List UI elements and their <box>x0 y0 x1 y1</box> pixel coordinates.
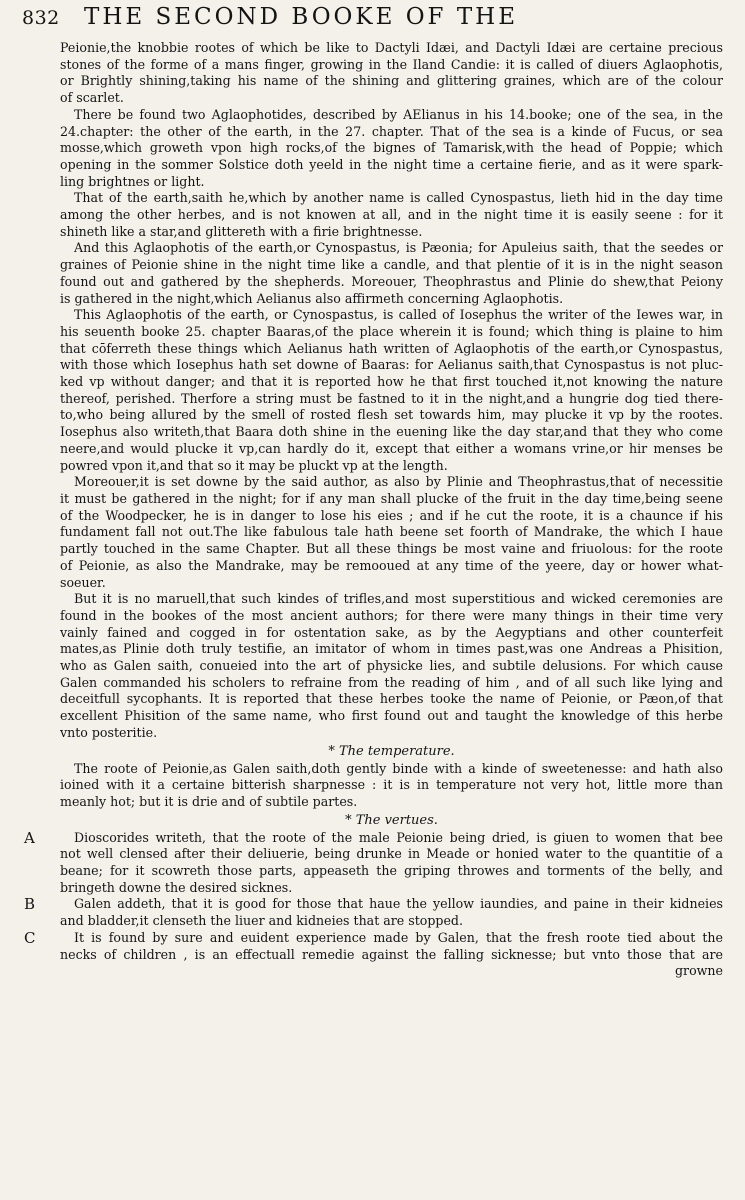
paragraph <box>60 240 723 307</box>
margin-letter: C <box>24 928 36 947</box>
text-line: and bladder,it clenseth the liuer and kidneies that are stopped. <box>60 913 463 929</box>
text-line: powred vpon it,and that so it may be pluckt vp at the length. <box>60 457 448 473</box>
text-line: neere,and would plucke it vp,can hardly do it, except that either a womans vrine,or hir menses be <box>60 440 723 456</box>
paragraph <box>60 190 723 240</box>
vertue-item <box>24 928 723 963</box>
running-head: THE SECOND BOOKE OF THE <box>84 4 519 30</box>
text-line: stones of the forme of a mans finger, growing in the Iland Candie: it is called of diuers Aglaophotis, <box>60 56 723 72</box>
text-line: not well clensed after their deliuerie, being drunke in Meade or honied water to the quantitie of a <box>60 846 723 862</box>
text-line: that cōferreth these things which Aelianus hath written of Aglaophotis of the earth,or Cynospastus, <box>60 340 723 356</box>
catchword: growne <box>674 963 723 979</box>
paragraph <box>60 40 723 107</box>
text-line: ked vp without danger; and that it is reported how he that first touched it,not knowing the nature <box>60 374 723 390</box>
text-line: Galen addeth, that it is good for those that haue the yellow iaundies, and paine in their kidneies <box>74 896 723 912</box>
text-line: who as Galen saith, conueied into the art of physicke lies, and subtile delusions. For which cause <box>60 658 723 674</box>
text-line: 24.chapter: the other of the earth, in the 27. chapter. That of the sea is a kinde of Fucus, or sea <box>60 123 723 139</box>
margin-letter: B <box>24 895 36 914</box>
text-line: It is found by sure and euident experience made by Galen, that the fresh roote tied about the <box>74 929 723 945</box>
margin-letter: A <box>24 828 35 847</box>
text-line: opening in the sommer Solstice doth yeeld in the night time a certaine fierie, and as it were spark- <box>60 156 723 172</box>
text-line: beane; for it scowreth those parts, appeaseth the griping throwes and torments of the belly, and <box>60 863 723 879</box>
text-line: of Peionie, as also the Mandrake, may be remooued at any time of the yeere, day or hower what- <box>60 557 723 573</box>
text-line: to,who being allured by the smell of rosted flesh set towards him, may plucke it vp by the rootes. <box>60 407 723 423</box>
vertues-heading-text: The vertues. <box>355 812 438 828</box>
paragraph <box>60 307 723 474</box>
text-line: shineth like a star,and glittereth with a firie brightnesse. <box>60 223 423 239</box>
temperature-heading <box>60 743 723 760</box>
text-line: partly touched in the same Chapter. But all these things be most vaine and friuolous: for the roote <box>60 541 723 557</box>
paragraph <box>60 591 723 741</box>
text-line: or Brightly shining,taking his name of the shining and glittering graines, which are of the colour <box>60 73 723 89</box>
text-line: fundament fall not out.The like fabulous tale hath beene set foorth of Mandrake, the which I haue <box>60 524 723 540</box>
text-line: soeuer. <box>60 574 106 590</box>
temperature-paragraph <box>60 761 723 811</box>
text-line: Moreouer,it is set downe by the said author, as also by Plinie and Theophrastus,that of necessitie <box>74 474 723 490</box>
text-line: But it is no maruell,that such kindes of trifles,and most superstitious and wicked ceremonies are <box>74 591 723 607</box>
text-line: Iosephus also writeth,that Baara doth shine in the euening like the day star,and that they who come <box>60 424 723 440</box>
text-line: with those which Iosephus hath set downe of Baaras: for Aelianus saith,that Cynospastus is not pluc- <box>60 357 723 373</box>
body-text <box>24 40 723 980</box>
text-line: bringeth downe the desired sicknes. <box>60 879 293 895</box>
text-line: excellent Phisition of the same name, who first found out and taught the knowledge of this herbe <box>60 708 723 724</box>
text-line: of scarlet. <box>60 90 124 106</box>
text-line: And this Aglaophotis of the earth,or Cynospastus, is Pæonia; for Apuleius saith, that the seedes or <box>74 240 723 256</box>
text-line: among the other herbes, and is not knowen at all, and in the night time it is easily seene : for it <box>60 207 723 223</box>
text-line: mosse,which groweth vpon high rocks,of the bignes of Tamarisk,with the head of Poppie; which <box>60 140 723 156</box>
text-line: Peionie,the knobbie rootes of which be like to Dactyli Idæi, and Dactyli Idæi are certaine precious <box>60 40 723 55</box>
vertues-heading <box>60 812 723 829</box>
ornament-star: * <box>328 743 339 759</box>
page-number: 832 <box>22 7 60 29</box>
vertue-item <box>24 828 723 897</box>
text-line: of the Woodpecker, he is in danger to lose his eies ; and if he cut the roote, it is a chaunce if his <box>60 507 723 523</box>
text-line: vnto posteritie. <box>60 724 158 740</box>
text-line: Galen commanded his scholers to refraine from the reading of him , and of all such like lying and <box>60 674 723 690</box>
temperature-heading-text: The temperature. <box>338 743 455 759</box>
text-line: found out and gathered by the shepherds. Moreouer, Theophrastus and Plinie do shew,that Peiony <box>60 273 723 289</box>
text-line: ling brightnes or light. <box>60 173 205 189</box>
text-line: There be found two Aglaophotides, described by AElianus in his 14.booke; one of the sea, in the <box>74 106 723 122</box>
text-line: his seuenth booke 25. chapter Baaras,of the place wherein it is found; which thing is plaine to him <box>60 323 723 339</box>
text-line: Dioscorides writeth, that the roote of the male Peionie being dried, is giuen to women that bee <box>74 829 723 845</box>
text-line: vainly fained and cogged in for ostentation sake, as by the Aegyptians and other counterfeit <box>60 624 723 640</box>
text-line: The roote of Peionie,as Galen saith,doth gently binde with a kinde of sweetenesse: and hath also <box>74 760 723 776</box>
text-line: deceitfull sycophants. It is reported that these herbes tooke the name of Peionie, or Pæon,of that <box>60 691 723 707</box>
text-line: necks of children , is an effectuall remedie against the falling sicknesse; but vnto those that are <box>60 946 723 962</box>
vertue-item <box>24 895 723 929</box>
text-line: graines of Peionie shine in the night time like a candle, and that plentie of it is in the night season <box>60 257 723 273</box>
text-line: is gathered in the night,which Aelianus also affirmeth concerning Aglaophotis. <box>60 290 564 306</box>
text-line: found in the bookes of the most ancient authors; for there were many things in their time very <box>60 607 723 623</box>
paragraph <box>60 474 723 591</box>
ornament-star: * <box>345 812 356 828</box>
paragraph <box>60 107 723 191</box>
text-line: That of the earth,saith he,which by another name is called Cynospastus, lieth hid in the day time <box>74 190 723 206</box>
text-line: meanly hot; but it is drie and of subtile partes. <box>60 793 358 809</box>
text-line: This Aglaophotis of the earth, or Cynospastus, is called of Iosephus the writer of the Iewes war, in <box>74 307 723 323</box>
page-header <box>22 4 731 38</box>
text-line: it must be gathered in the night; for if any man shall plucke of the fruit in the day time,being seene <box>60 490 723 506</box>
text-line: thereof, perished. Therfore a string must be fastned to it in the night,and a hungrie dog tied there- <box>60 390 723 406</box>
text-line: mates,as Plinie doth truly testifie, an imitator of whom in times past,was one Andreas a Phisition, <box>60 641 723 657</box>
text-line: ioined with it a certaine bitterish sharpnesse : it is in temperature not very hot, little more than <box>60 777 723 793</box>
